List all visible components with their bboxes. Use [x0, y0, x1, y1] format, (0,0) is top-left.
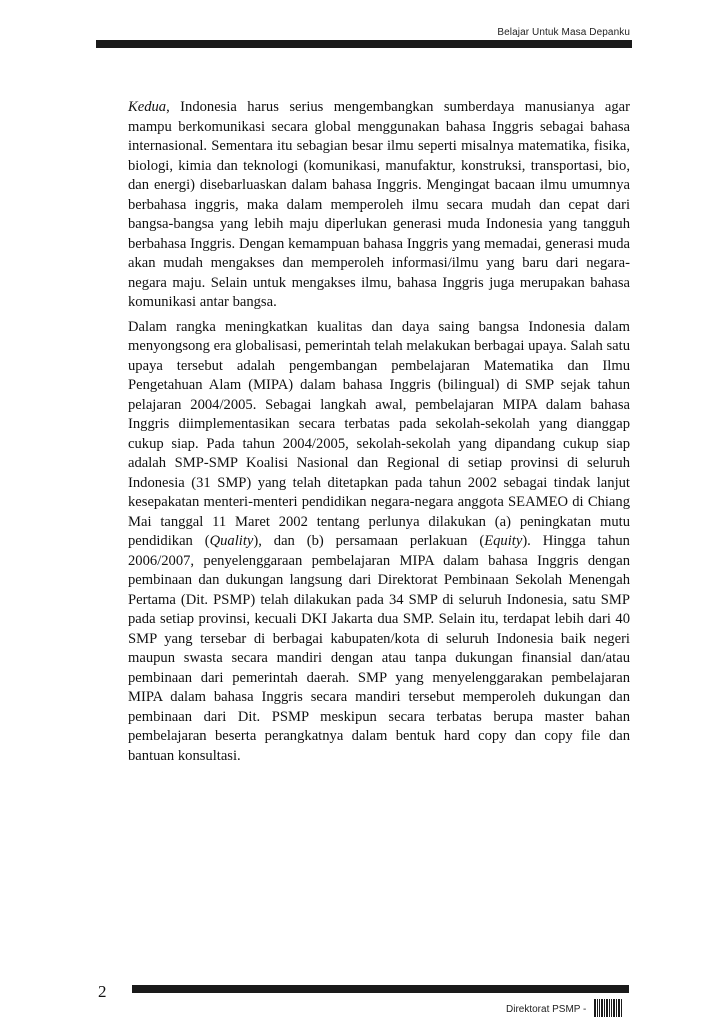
paragraph-2-text-c: ). Hingga tahun 2006/2007, penyelenggaraan pembelajaran MIPA dalam bahasa Inggris dengan pembinaan dan dukungan langsung dari Direktorat Pembinaan Sekolah Menengah Pertama (Dit. PSMP) telah dilakukan pada 34 SMP di seluruh Indonesia, satu SMP pada setiap provinsi, kecuali DKI Jakarta dua SMP. Selain itu, terdapat lebih dari 40 SMP yang tersebar di berbagai kabupaten/kota di seluruh Indonesia baik negeri maupun swasta secara mandiri dengan atau tanpa dukungan finansial dan/atau pembinaan dari pemerintah daerah. SMP yang menyelenggarakan pembelajaran MIPA dalam bahasa Inggris secara mandiri tersebut memperoleh dukungan dan pembinaan dari Dit. PSMP meskipun secara terbatas berupa master bahan pembelajaran beserta perangkatnya dalam bentuk hard copy dan copy file dan bantuan konsultasi.: [128, 533, 630, 764]
barcode-icon: [594, 999, 622, 1017]
page-number: 2: [98, 982, 107, 1001]
paragraph-2-text-a: Dalam rangka meningkatkan kualitas dan daya saing bangsa Indonesia dalam menyongsong era globalisasi, pemerintah telah melakukan berbagai upaya. Salah satu upaya tersebut adalah pengembangan pembelajaran Matematika dan Ilmu Pengetahuan Alam (MIPA) dalam bahasa Inggris (bilingual) di SMP sejak tahun pelajaran 2004/2005. Sebagai langkah awal, pembelajaran MIPA dalam bahasa Inggris diimplementasikan secara terbatas pada sekolah-sekolah yang dianggap cukup siap. Pada tahun 2004/2005, sekolah-sekolah yang dipandang cukup siap adalah SMP-SMP Koalisi Nasional dan Regional di setiap provinsi di seluruh Indonesia (31 SMP) yang telah ditetapkan pada tahun 2002 sebagai tindak lanjut kesepakatan menteri-menteri pendidikan negara-negara anggota SEAMEO di Chiang Mai tanggal 11 Maret 2002 tentang perlunya dilakukan (a) peningkatan mutu pendidikan (: [128, 318, 630, 549]
running-header-title: Belajar Untuk Masa Depanku: [497, 27, 630, 38]
paragraph-1-text: , Indonesia harus serius mengembangkan sumberdaya manusianya agar mampu berkomunikasi secara global menggunakan bahasa Inggris sebagai bahasa internasional. Sementara itu sebagian besar ilmu seperti misalnya matematika, fisika, biologi, kimia dan teknologi (komunikasi, manufaktur, konstruksi, transportasi, bio, dan energi) disebarluaskan dalam bahasa Inggris. Mengingat bacaan ilmu umumnya berbahasa inggris, maka dalam memperoleh ilmu secara mudah dan cepat dari bangsa-bangsa yang lebih maju diperlukan generasi muda Indonesia yang tangguh berbahasa Inggris. Dengan kemampuan bahasa Inggris yang memadai, generasi muda akan mudah mengakses dan memperoleh informasi/ilmu yang baru dari negara-negara maju. Selain untuk mengakses ilmu, bahasa Inggris juga merupakan bahasa komunikasi antar bangsa.: [128, 99, 630, 310]
paragraph-2-text-b: ), dan (b) persamaan perlakuan (: [253, 533, 485, 549]
paragraph-2: [128, 318, 630, 767]
emphasis-kedua: Kedua: [128, 99, 167, 115]
footer-rule: [132, 985, 629, 993]
paragraph-1: [128, 98, 630, 313]
page-body: [128, 98, 630, 771]
emphasis-equity: Equity: [484, 533, 523, 549]
header-rule: [96, 40, 632, 48]
footer-label: Direktorat PSMP -: [506, 1004, 587, 1015]
emphasis-quality: Quality: [209, 533, 254, 549]
